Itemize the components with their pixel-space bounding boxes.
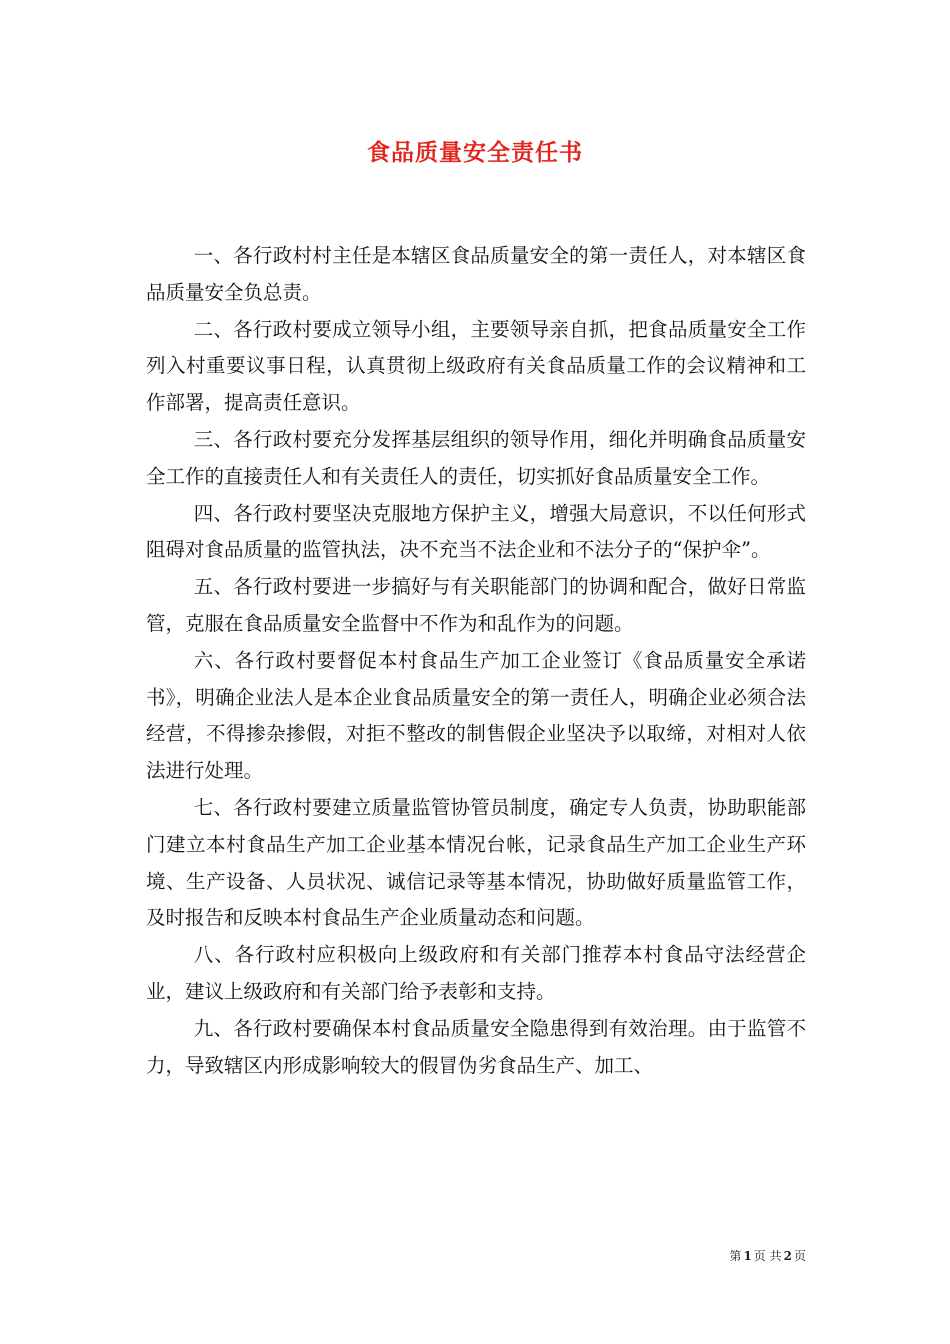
paragraph-3: 三、各行政村要充分发挥基层组织的领导作用，细化并明确食品质量安全工作的直接责任人和有关责任人的责任，切实抓好食品质量安全工作。 (146, 427, 806, 488)
footer-prefix: 第 (729, 1249, 742, 1263)
document-title: 食品质量安全责任书 (367, 139, 583, 166)
paragraph-2: 二、各行政村要成立领导小组，主要领导亲自抓，把食品质量安全工作列入村重要议事日程，认真贯彻上级政府有关食品质量工作的会议精神和工作部署，提高责任意识。 (146, 317, 806, 415)
footer-middle: 页 共 (753, 1249, 782, 1263)
paragraph-9: 九、各行政村要确保本村食品质量安全隐患得到有效治理。由于监管不力，导致辖区内形成影响较大的假冒伪劣食品生产、加工、 (146, 1016, 806, 1077)
paragraph-4: 四、各行政村要坚决克服地方保护主义，增强大局意识，不以任何形式阻碍对食品质量的监管执法，决不充当不法企业和不法分子的“保护伞”。 (146, 501, 806, 562)
document-body (146, 238, 806, 1084)
paragraph-6: 六、各行政村要督促本村食品生产加工企业签订《食品质量安全承诺书》，明确企业法人是本企业食品质量安全的第一责任人，明确企业必须合法经营，不得掺杂掺假，对拒不整改的制售假企业坚决予以取缔，对相对人依法进行处理。 (146, 648, 806, 783)
paragraph-7: 七、各行政村要建立质量监管协管员制度，确定专人负责，协助职能部门建立本村食品生产加工企业基本情况台帐，记录食品生产加工企业生产环境、生产设备、人员状况、诚信记录等基本情况，协助做好质量监管工作，及时报告和反映本村食品生产企业质量动态和问题。 (146, 795, 806, 930)
page-number-footer (729, 1247, 806, 1264)
footer-total-pages: 2 (783, 1249, 792, 1263)
paragraph-1: 一、各行政村村主任是本辖区食品质量安全的第一责任人，对本辖区食品质量安全负总责。 (146, 244, 806, 304)
footer-current-page: 1 (743, 1249, 752, 1263)
paragraph-8: 八、各行政村应积极向上级政府和有关部门推荐本村食品守法经营企业，建议上级政府和有关部门给予表彰和支持。 (146, 943, 806, 1003)
footer-suffix: 页 (793, 1249, 806, 1263)
paragraph-5: 五、各行政村要进一步搞好与有关职能部门的协调和配合，做好日常监管，克服在食品质量安全监督中不作为和乱作为的问题。 (146, 575, 806, 635)
